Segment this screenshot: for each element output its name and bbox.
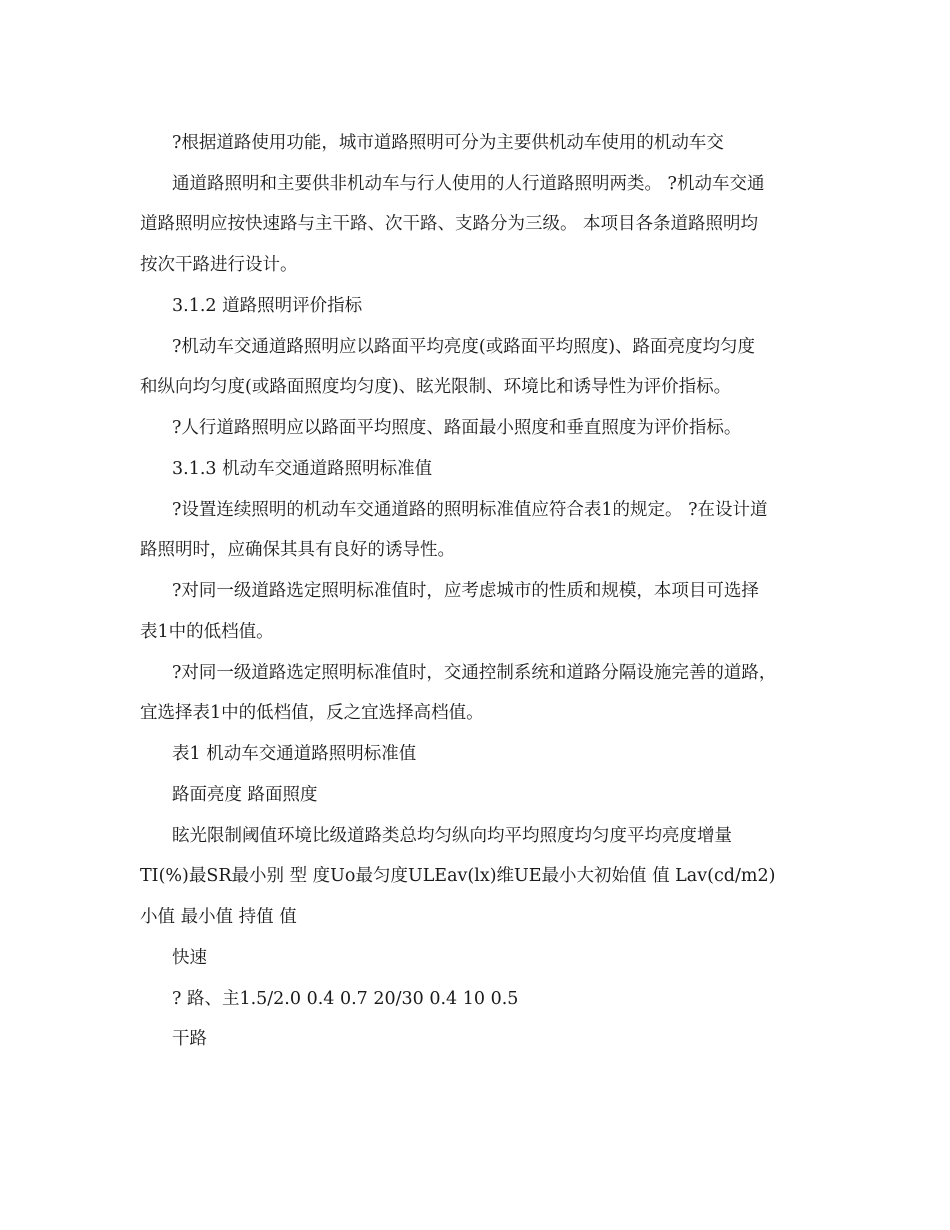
table-row-line: 干路 xyxy=(172,1029,207,1049)
paragraph-line: ?人行道路照明应以路面平均照度、路面最小照度和垂直照度为评价指标。 xyxy=(172,418,742,438)
paragraph-line: 道路照明应按快速路与主干路、次干路、支路分为三级。 本项目各条道路照明均 xyxy=(140,214,759,234)
table-header-line: TI(%)最SR最小别 型 度Uo最匀度ULEav(lx)维UE最小大初始值 值 Lav(cd/m2) xyxy=(140,866,776,886)
paragraph-line: 表1中的低档值。 xyxy=(140,622,274,642)
paragraph-line: ?机动车交通道路照明应以路面平均亮度(或路面平均照度)、路面亮度均匀度 xyxy=(172,337,756,357)
paragraph-line: ?设置连续照明的机动车交通道路的照明标准值应符合表1的规定。 ?在设计道 xyxy=(172,500,768,520)
table-row-line: 快速 xyxy=(172,948,207,968)
section-heading: 3.1.2 道路照明评价指标 xyxy=(172,296,363,316)
table-row-line: ? 路、主1.5/2.0 0.4 0.7 20/30 0.4 10 0.5 xyxy=(172,989,519,1009)
paragraph-line: ?对同一级道路选定照明标准值时，应考虑城市的性质和规模，本项目可选择 xyxy=(172,581,759,601)
table-header-line: 小值 最小值 持值 值 xyxy=(140,907,297,927)
paragraph-line: ?根据道路使用功能，城市道路照明可分为主要供机动车使用的机动车交 xyxy=(172,133,724,153)
paragraph-line: 路照明时，应确保其具有良好的诱导性。 xyxy=(140,540,455,560)
paragraph-line: 通道路照明和主要供非机动车与行人使用的人行道路照明两类。 ?机动车交通 xyxy=(172,174,765,194)
section-heading: 3.1.3 机动车交通道路照明标准值 xyxy=(172,459,433,479)
paragraph-line: 按次干路进行设计。 xyxy=(140,255,298,275)
paragraph-line: 和纵向均匀度(或路面照度均匀度)、眩光限制、环境比和诱导性为评价指标。 xyxy=(140,377,732,397)
paragraph-line: ?对同一级道路选定照明标准值时，交通控制系统和道路分隔设施完善的道路， xyxy=(172,663,777,683)
table-header-line: 眩光限制阈值环境比级道路类总均匀纵向均平均照度均匀度平均亮度增量 xyxy=(172,826,732,846)
paragraph-line: 宜选择表1中的低档值，反之宜选择高档值。 xyxy=(140,703,484,723)
table-header-line: 路面亮度 路面照度 xyxy=(172,785,318,805)
table-caption: 表1 机动车交通道路照明标准值 xyxy=(172,744,417,764)
